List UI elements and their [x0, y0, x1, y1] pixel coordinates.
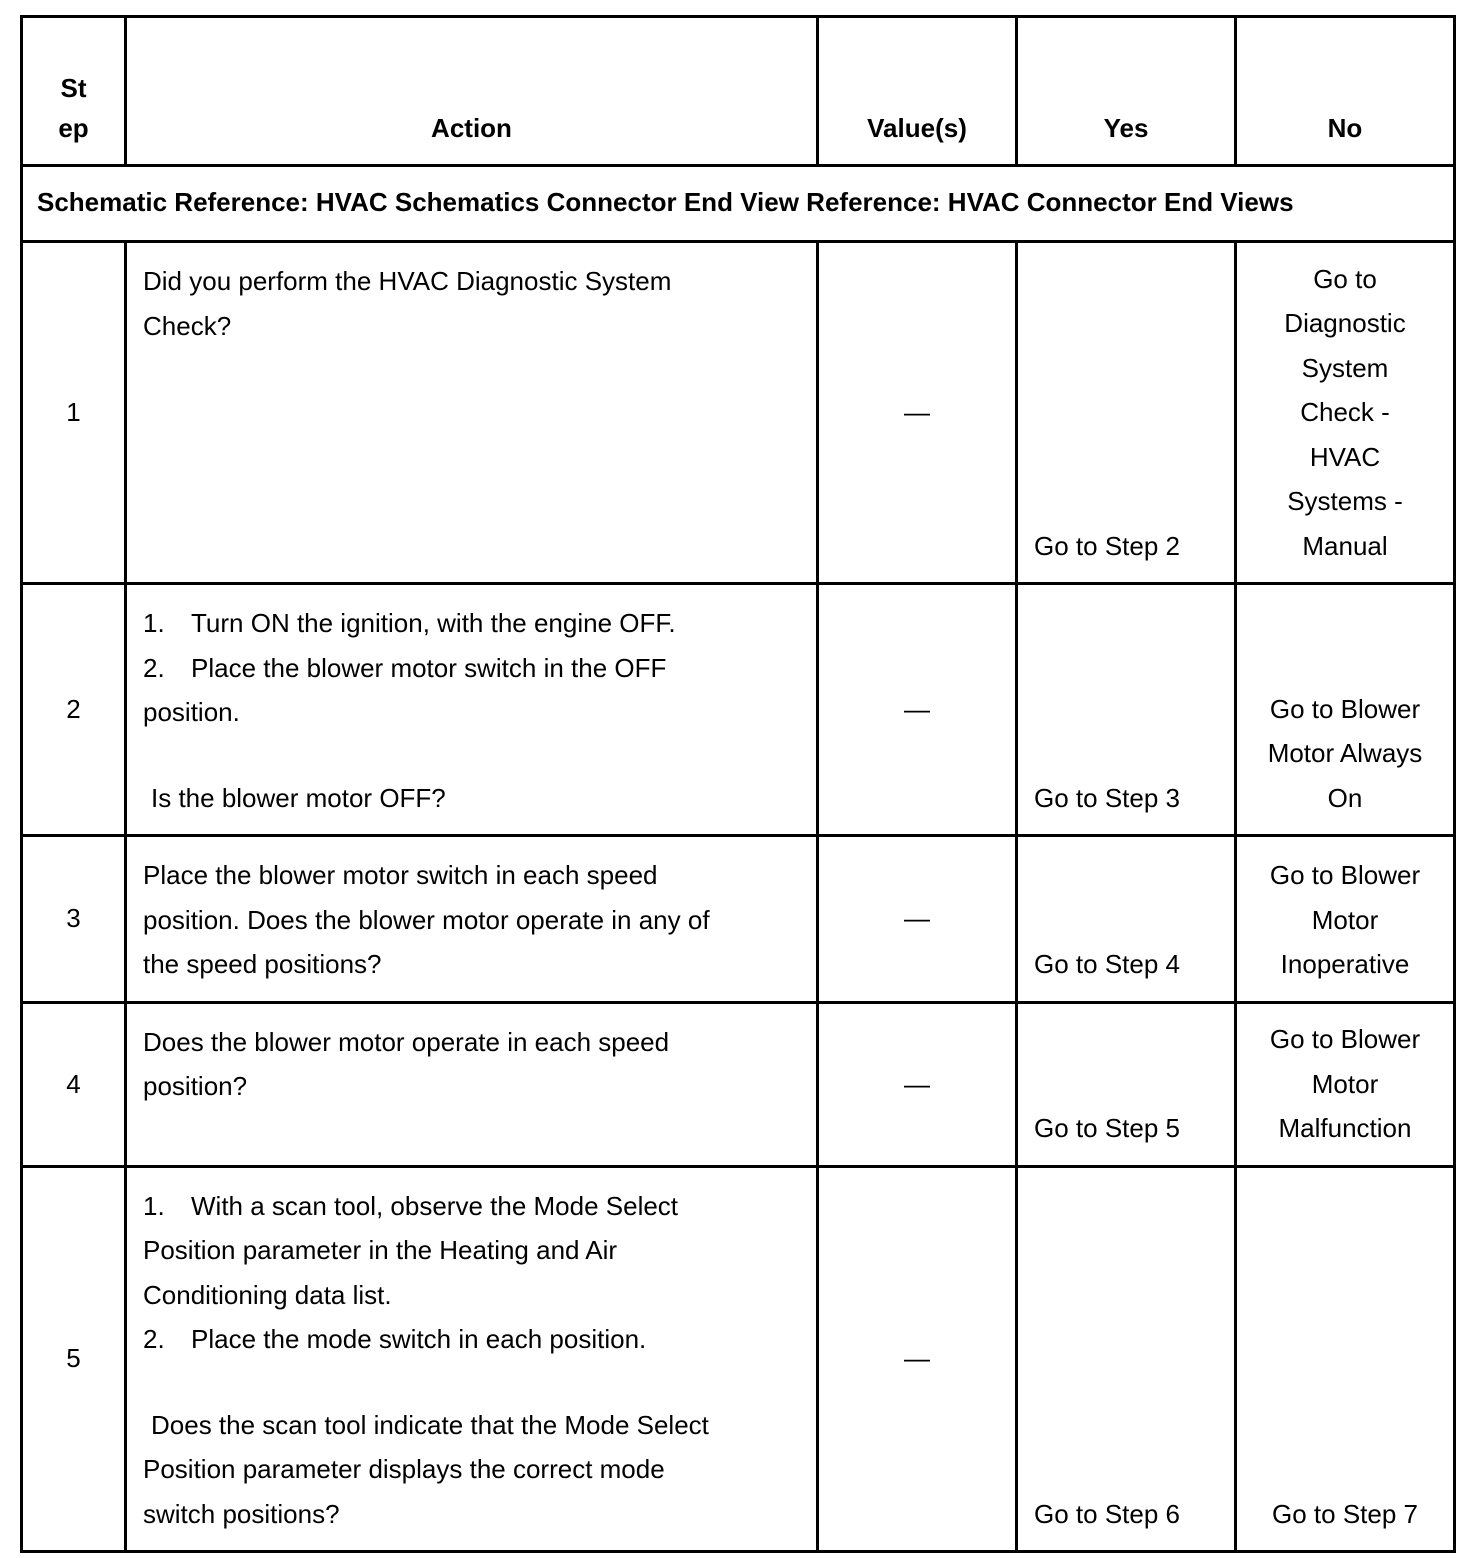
step-number: 1: [22, 242, 126, 584]
step-number: 2: [22, 584, 126, 836]
diagnostic-table: [20, 15, 1456, 1553]
header-step: St ep: [22, 17, 126, 166]
no-cell: Go to Blower Motor Always On: [1236, 584, 1455, 836]
table-row: [22, 584, 1455, 836]
value-cell: —: [818, 242, 1017, 584]
yes-cell: Go to Step 2: [1017, 242, 1236, 584]
header-action: Action: [126, 17, 818, 166]
header-values: Value(s): [818, 17, 1017, 166]
yes-cell: Go to Step 5: [1017, 1002, 1236, 1166]
header-yes: Yes: [1017, 17, 1236, 166]
table-row: [22, 242, 1455, 584]
step-number: 5: [22, 1166, 126, 1552]
value-cell: —: [818, 1166, 1017, 1552]
action-cell: 1. With a scan tool, observe the Mode Select Position parameter in the Heating and Air Conditioning data list. 2. Place the mode switch in each position. Does the scan tool indicate that the Mode Select Position parameter displays the correct mode switch positions?: [126, 1166, 818, 1552]
reference-row: [22, 166, 1455, 242]
no-cell: Go to Blower Motor Malfunction: [1236, 1002, 1455, 1166]
no-cell: Go to Diagnostic System Check - HVAC Systems - Manual: [1236, 242, 1455, 584]
yes-cell: Go to Step 6: [1017, 1166, 1236, 1552]
action-cell: Does the blower motor operate in each speed position?: [126, 1002, 818, 1166]
action-cell: Place the blower motor switch in each speed position. Does the blower motor operate in any of the speed positions?: [126, 836, 818, 1003]
step-number: 3: [22, 836, 126, 1003]
header-no: No: [1236, 17, 1455, 166]
value-cell: —: [818, 1002, 1017, 1166]
value-cell: —: [818, 584, 1017, 836]
header-row: [22, 17, 1455, 166]
yes-cell: Go to Step 3: [1017, 584, 1236, 836]
table-row: [22, 836, 1455, 1003]
no-cell: Go to Blower Motor Inoperative: [1236, 836, 1455, 1003]
action-cell: 1. Turn ON the ignition, with the engine OFF. 2. Place the blower motor switch in the OFF position. Is the blower motor OFF?: [126, 584, 818, 836]
value-cell: —: [818, 836, 1017, 1003]
schematic-reference: Schematic Reference: HVAC Schematics Connector End View Reference: HVAC Connector End Views: [22, 166, 1455, 242]
table-row: [22, 1002, 1455, 1166]
step-number: 4: [22, 1002, 126, 1166]
table-row: [22, 1166, 1455, 1552]
action-cell: Did you perform the HVAC Diagnostic System Check?: [126, 242, 818, 584]
no-cell: Go to Step 7: [1236, 1166, 1455, 1552]
yes-cell: Go to Step 4: [1017, 836, 1236, 1003]
